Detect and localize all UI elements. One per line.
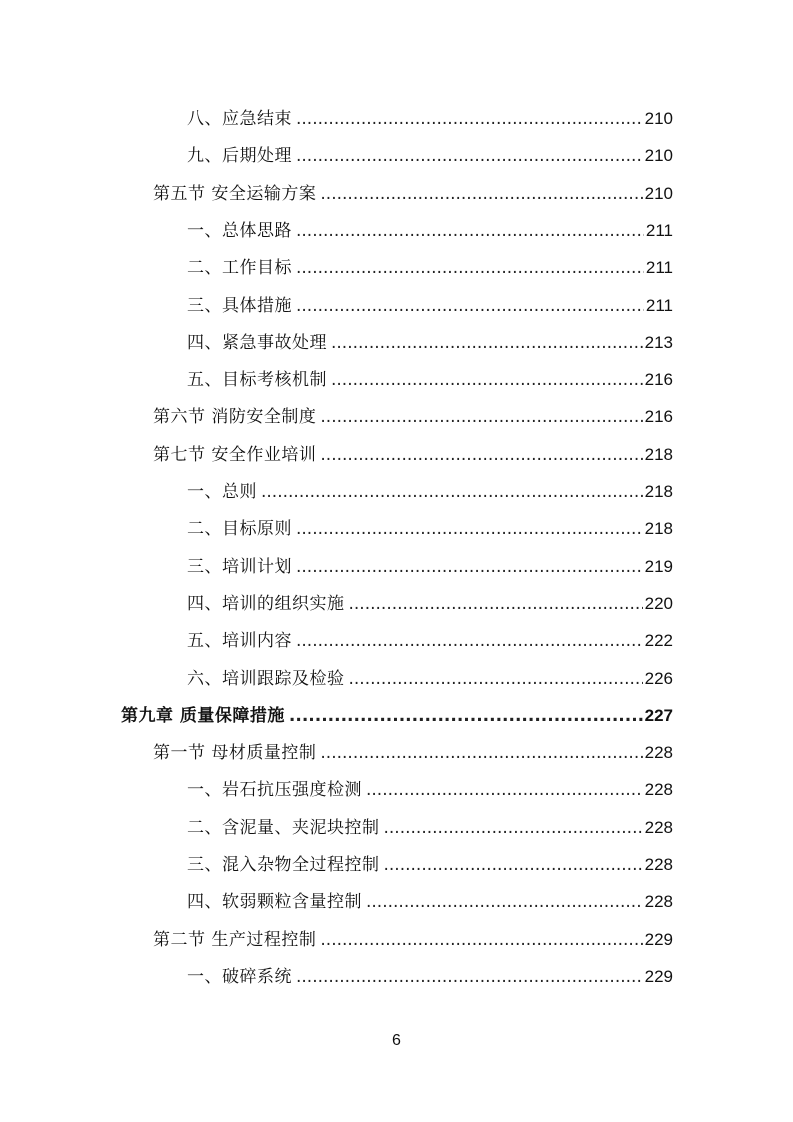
toc-entry-label: 一、总体思路: [187, 220, 292, 241]
toc-entry[interactable]: [187, 212, 673, 249]
toc-entry-label: 四、软弱颗粒含量控制: [187, 892, 362, 913]
toc-entry-label: 二、含泥量、夹泥块控制: [187, 817, 380, 838]
toc-entry-label: 一、岩石抗压强度检测: [187, 780, 362, 801]
toc-entry[interactable]: [187, 249, 673, 286]
toc-entry-page: 216: [644, 407, 673, 427]
toc-entry[interactable]: [153, 175, 673, 212]
toc-entry-label: 第一节 母材质量控制: [153, 743, 317, 764]
toc-entry[interactable]: [187, 622, 673, 659]
dot-leader: [261, 474, 643, 511]
toc-entry[interactable]: [153, 921, 673, 958]
toc-entry-page: 228: [644, 855, 673, 874]
dot-leader: [320, 437, 642, 474]
toc-entry-page: 211: [645, 295, 673, 315]
toc-entry-page: 222: [644, 631, 673, 651]
toc-entry-page: 228: [644, 892, 673, 912]
dot-leader: [296, 549, 643, 586]
toc-entry-label: 第七节 安全作业培训: [153, 444, 317, 465]
toc-entry-label: 第二节 生产过程控制: [153, 929, 317, 950]
toc-entry-page: 229: [644, 966, 673, 986]
toc-entry-page: 228: [644, 780, 673, 800]
toc-entry-page: 210: [644, 109, 673, 128]
toc-entry-page: 210: [644, 146, 673, 166]
toc-entry-label: 第九章 质量保障措施: [121, 705, 285, 726]
dot-leader: [296, 511, 643, 548]
toc-entry-page: 226: [644, 668, 673, 688]
toc-entry-page: 229: [644, 929, 673, 949]
toc-entry-page: 213: [644, 332, 673, 352]
toc-entry-label: 五、培训内容: [187, 631, 292, 652]
toc-entry[interactable]: [187, 287, 673, 324]
toc-entry[interactable]: [187, 585, 673, 622]
toc-entry[interactable]: [187, 958, 673, 995]
toc-entry-label: 一、破碎系统: [187, 966, 292, 987]
dot-leader: [296, 250, 644, 287]
dot-leader: [289, 698, 643, 735]
dot-leader: [331, 362, 643, 399]
dot-leader: [296, 138, 643, 175]
toc-entry[interactable]: [153, 398, 673, 435]
toc-entry[interactable]: [187, 473, 673, 510]
dot-leader: [296, 623, 643, 660]
dot-leader: [296, 213, 644, 250]
dot-leader: [296, 101, 643, 138]
toc-entry-page: 218: [644, 519, 673, 539]
toc-entry-label: 二、工作目标: [187, 258, 292, 279]
toc-entry-page: 227: [644, 705, 673, 725]
toc-entry-page: 211: [645, 258, 673, 278]
toc-entry-label: 二、目标原则: [187, 519, 292, 540]
toc-entry-page: 216: [644, 370, 673, 390]
toc-entry[interactable]: [187, 324, 673, 361]
toc-entry-label: 五、目标考核机制: [187, 370, 327, 391]
toc-entry-page: 219: [644, 556, 673, 576]
toc-entry[interactable]: [153, 734, 673, 771]
dot-leader: [320, 735, 642, 772]
toc-entry[interactable]: [187, 809, 673, 846]
toc-entry-label: 三、具体措施: [187, 295, 292, 316]
dot-leader: [349, 661, 643, 698]
toc-entry[interactable]: [187, 548, 673, 585]
toc-entry-label: 四、紧急事故处理: [187, 332, 327, 353]
dot-leader: [320, 176, 642, 213]
toc-entry-label: 第六节 消防安全制度: [153, 407, 317, 428]
toc-entry-label: 六、培训跟踪及检验: [187, 668, 345, 689]
dot-leader: [296, 288, 644, 325]
dot-leader: [366, 884, 643, 921]
dot-leader: [384, 810, 643, 847]
toc-entry[interactable]: [187, 510, 673, 547]
toc-entry[interactable]: [187, 846, 673, 883]
toc-entry-label: 三、培训计划: [187, 556, 292, 577]
toc-entry-label: 一、总则: [187, 482, 257, 502]
toc-entry-label: 四、培训的组织实施: [187, 593, 345, 614]
toc-entry-label: 八、应急结束: [187, 109, 292, 129]
toc-entry[interactable]: [187, 137, 673, 174]
dot-leader: [331, 325, 643, 362]
toc-entry-page: 218: [644, 444, 673, 464]
toc-entry-page: 210: [644, 183, 673, 203]
toc-entry-label: 第五节 安全运输方案: [153, 183, 317, 204]
dot-leader: [366, 772, 643, 809]
dot-leader: [349, 586, 643, 623]
toc-entry[interactable]: [187, 771, 673, 808]
dot-leader: [296, 959, 643, 996]
dot-leader: [384, 847, 643, 884]
dot-leader: [320, 399, 642, 436]
toc-entry[interactable]: [187, 100, 673, 137]
toc-entry-label: 三、混入杂物全过程控制: [187, 855, 380, 875]
toc-entry-page: 220: [644, 593, 673, 613]
toc-entry[interactable]: [153, 436, 673, 473]
toc-entry-page: 211: [645, 220, 673, 240]
toc-entry-page: 218: [644, 482, 673, 501]
toc-entry-page: 228: [644, 817, 673, 837]
toc-entry[interactable]: [187, 883, 673, 920]
toc-entry[interactable]: [187, 361, 673, 398]
page-number: 6: [392, 1032, 401, 1049]
toc-entry[interactable]: [121, 697, 673, 734]
toc-entry[interactable]: [187, 660, 673, 697]
dot-leader: [320, 922, 642, 959]
toc-entry-label: 九、后期处理: [187, 146, 292, 167]
toc-entry-page: 228: [644, 743, 673, 763]
